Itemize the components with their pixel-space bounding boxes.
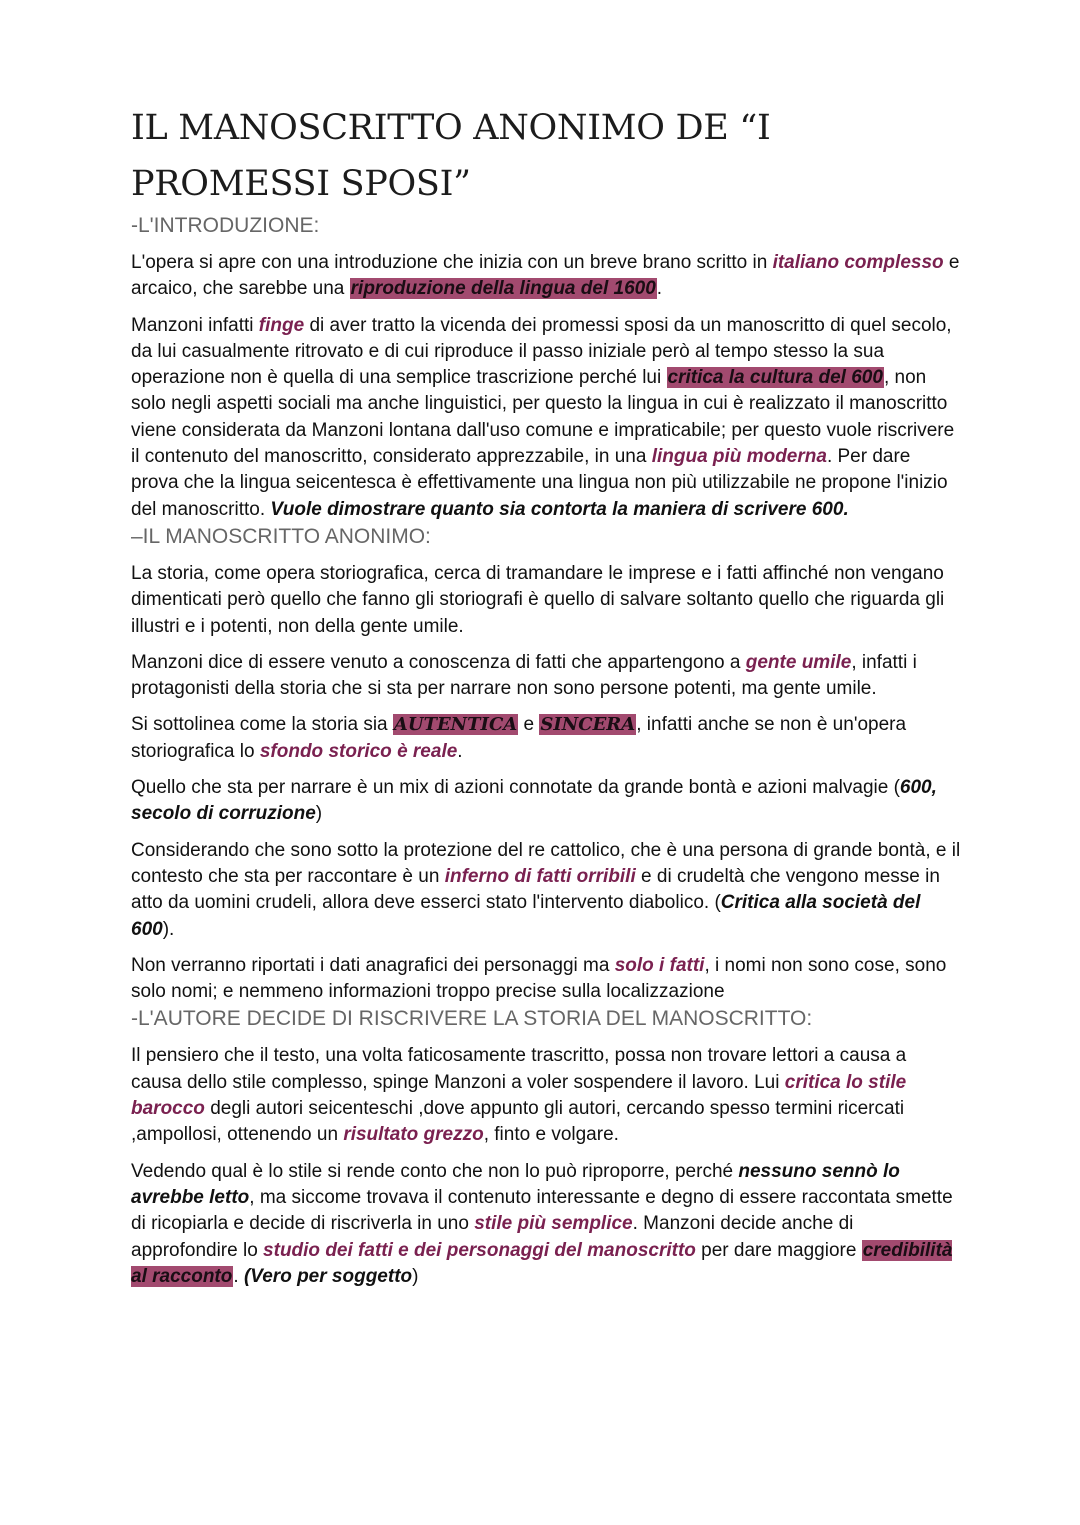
text-run: Si sottolinea come la storia sia: [131, 714, 393, 736]
text-run: e: [518, 714, 540, 736]
text-run: Quello che sta per narrare è un mix di azioni connotate da grande bontà e azioni malvagie (: [131, 777, 900, 799]
text-run: ): [315, 803, 323, 825]
keyword-stile-barocco: critica lo stile barocco: [131, 1071, 907, 1120]
text-run: .: [457, 740, 463, 762]
paragraph-manoscritto-2: [131, 650, 961, 703]
paragraph-manoscritto-3: [131, 712, 961, 765]
text-run: . Manzoni decide anche di approfondire lo: [131, 1213, 854, 1261]
paragraph-introduzione-2: [131, 313, 961, 523]
text-run: Non verranno riportati i dati anagrafici dei personaggi ma: [131, 954, 615, 976]
bold-note-corruzione: 600, secolo di corruzione: [131, 777, 937, 825]
paragraph-riscrivere-2: [131, 1159, 961, 1290]
document-page: [131, 100, 961, 1290]
text-run: , non solo negli aspetti sociali ma anche linguistici, per questo la lingua in cui è realizzato il manoscritto viene considerata da Manzoni lontana dall'uso comune e impraticabile; per questo vuole riscrivere il contenuto del manoscritto, considerato apprezzabile, in una: [131, 367, 955, 468]
text-run: , i nomi non sono cose, sono solo nomi; e nemmeno informazioni troppo precise sulla localizzazione: [131, 954, 947, 1003]
text-run: di aver tratto la vicenda dei promessi sposi da un manoscritto di quel secolo, da lui casualmente ritrovato e di cui riproduce il passo iniziale però al tempo stesso la sua operazione non è quella di una semplice trascrizione perché lui: [131, 314, 952, 389]
keyword-stile-semplice: stile più semplice: [474, 1213, 633, 1235]
highlight-autentica: AUTENTICA: [393, 714, 518, 736]
paragraph-riscrivere-1: [131, 1043, 961, 1148]
page-title: IL MANOSCRITTO ANONIMO DE “I PROMESSI SPOSI”: [131, 108, 771, 204]
text-run: ).: [162, 918, 175, 940]
text-run: Vedendo qual è lo stile si rende conto che non lo può riproporre, perché: [131, 1160, 739, 1182]
keyword-lingua-moderna: lingua più moderna: [651, 446, 827, 468]
keyword-studio-fatti: studio dei fatti e dei personaggi del manoscritto: [263, 1239, 696, 1261]
highlight-credibilita: credibilità al racconto: [131, 1239, 953, 1287]
text-run: , finto e volgare.: [483, 1124, 619, 1146]
keyword-sfondo-storico: sfondo storico è reale: [259, 740, 458, 762]
text-run: per dare maggiore: [695, 1239, 862, 1261]
text-run: .: [656, 278, 663, 300]
paragraph-manoscritto-1: La storia, come opera storiografica, cerca di tramandare le imprese e i fatti affinché non vengano dimenticati però quello che fanno gli storiografi è quello di salvare soltanto quello che riguarda gli illustri e i potenti, non della gente umile.: [131, 562, 945, 637]
section-heading-introduzione: -L'INTRODUZIONE:: [131, 214, 320, 237]
keyword-finge: finge: [258, 314, 305, 336]
section-heading-riscrivere: -L'AUTORE DECIDE DI RISCRIVERE LA STORIA DEL MANOSCRITTO:: [131, 1007, 813, 1031]
highlight-riproduzione-lingua: riproduzione della lingua del 1600: [350, 278, 656, 300]
keyword-italiano-complesso: italiano complesso: [772, 252, 944, 273]
text-run: L'opera si apre con una introduzione che inizia con un breve brano scritto in: [131, 252, 773, 273]
text-run: Manzoni dice di essere venuto a conoscenza di fatti che appartengono a: [131, 651, 746, 673]
bold-note-vero-soggetto: (Vero per soggetto: [243, 1265, 413, 1287]
keyword-solo-fatti: solo i fatti: [614, 954, 705, 976]
text-run: . Per dare prova che la lingua seicentesca è effettivamente una lingua non più utilizzabile ne propone l'inizio del manoscritto.: [131, 446, 948, 520]
text-run: degli autori seicenteschi ,dove appunto gli autori, cercando spesso termini ricercati ,ampollosi, ottenendo un: [131, 1098, 905, 1146]
keyword-risultato-grezzo: risultato grezzo: [343, 1124, 484, 1146]
paragraph-introduzione-1: [131, 250, 961, 303]
keyword-gente-umile: gente umile: [745, 651, 852, 673]
text-run: e di crudeltà che vengono messe in atto da uomini crudeli, allora deve esserci stato l'intervento diabolico. (: [131, 865, 940, 914]
text-run: , ma siccome trovava il contenuto interessante e degno di essere raccontata smette di ricopiarla e decide di riscriverla in uno: [131, 1186, 953, 1235]
text-run: , infatti i protagonisti della storia che si sta per narrare non sono persone potenti, ma gente umile.: [131, 651, 917, 700]
text-run: Considerando che sono sotto la protezione del re cattolico, che è una persona di grande bontà, e il contesto che sta per raccontare è un: [131, 839, 961, 887]
text-run: e arcaico, che sarebbe una: [131, 252, 960, 300]
keyword-inferno-fatti: inferno di fatti orribili: [444, 865, 636, 887]
paragraph-manoscritto-6: [131, 953, 961, 1006]
bold-note-contorta: Vuole dimostrare quanto sia contorta la maniera di scrivere 600.: [270, 498, 849, 520]
text-run: Manzoni infatti: [131, 314, 259, 336]
text-run: .: [233, 1265, 244, 1287]
bold-note-critica-societa: Critica alla società del 600: [131, 892, 921, 940]
highlight-sincera: SINCERA: [540, 714, 636, 736]
paragraph-manoscritto-5: [131, 838, 961, 943]
highlight-critica-cultura: critica la cultura del 600: [667, 367, 883, 389]
text-run: ): [412, 1265, 419, 1287]
text-run: Il pensiero che il testo, una volta faticosamente trascritto, possa non trovare lettori a causa a causa dello stile complesso, spinge Manzoni a voler sospendere il lavoro. Lui: [131, 1045, 907, 1093]
paragraph-manoscritto-4: [131, 775, 961, 828]
section-heading-manoscritto: –IL MANOSCRITTO ANONIMO:: [131, 524, 431, 548]
text-run: , infatti anche se non è un'opera storiografica lo: [131, 714, 907, 762]
bold-note-nessuno: nessuno sennò lo avrebbe letto: [131, 1160, 900, 1208]
